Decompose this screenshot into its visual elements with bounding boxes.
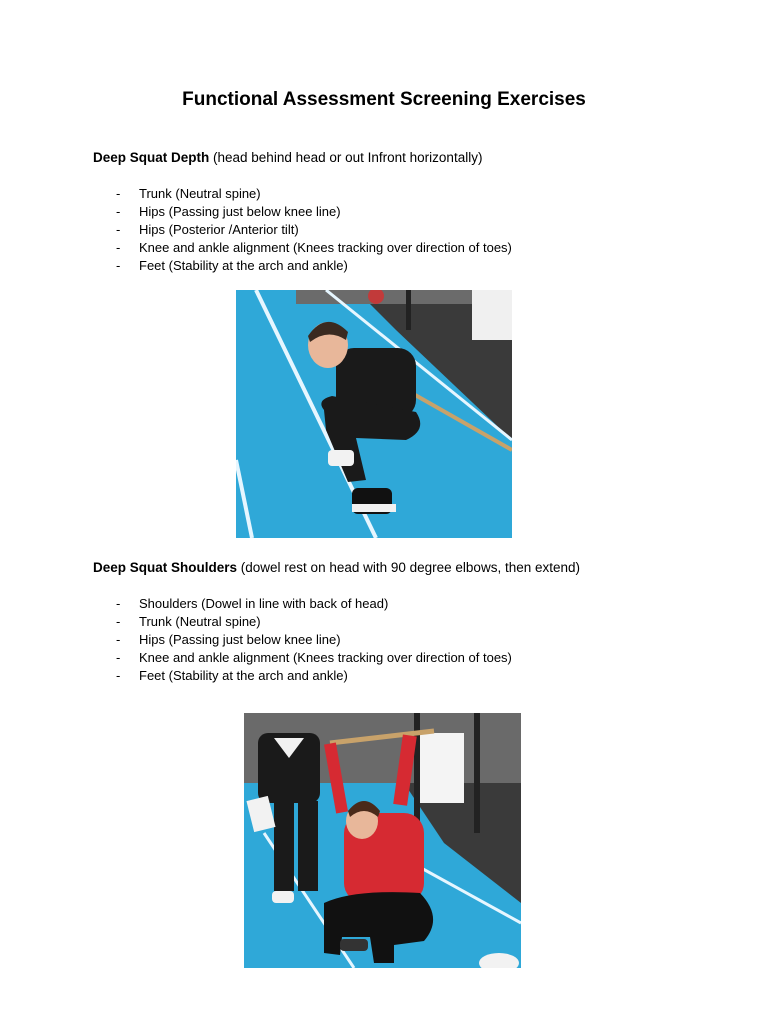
list-item: - Trunk (Neutral spine)	[116, 613, 512, 631]
checklist-deep-squat-depth	[116, 185, 512, 275]
deep-squat-depth-photo	[236, 290, 512, 538]
section-heading-label: Deep Squat Depth	[93, 150, 210, 165]
list-item: - Trunk (Neutral spine)	[116, 185, 512, 203]
section-heading-note: (dowel rest on head with 90 degree elbows, then extend)	[237, 560, 580, 575]
list-item: - Feet (Stability at the arch and ankle)	[116, 257, 512, 275]
list-item: - Hips (Posterior /Anterior tilt)	[116, 221, 512, 239]
section-heading-deep-squat-shoulders	[93, 560, 580, 575]
list-item: - Hips (Passing just below knee line)	[116, 203, 512, 221]
list-item: - Knee and ankle alignment (Knees tracking over direction of toes)	[116, 649, 512, 667]
checklist-deep-squat-shoulders	[116, 595, 512, 685]
section-heading-deep-squat-depth	[93, 150, 482, 165]
list-item: - Feet (Stability at the arch and ankle)	[116, 667, 512, 685]
list-item: - Shoulders (Dowel in line with back of head)	[116, 595, 512, 613]
page-title: Functional Assessment Screening Exercises	[182, 89, 586, 110]
list-item: - Hips (Passing just below knee line)	[116, 631, 512, 649]
section-heading-label: Deep Squat Shoulders	[93, 560, 238, 575]
section-heading-note: (head behind head or out Infront horizontally)	[209, 150, 483, 165]
list-item: - Knee and ankle alignment (Knees tracking over direction of toes)	[116, 239, 512, 257]
deep-squat-shoulders-photo	[244, 713, 521, 968]
